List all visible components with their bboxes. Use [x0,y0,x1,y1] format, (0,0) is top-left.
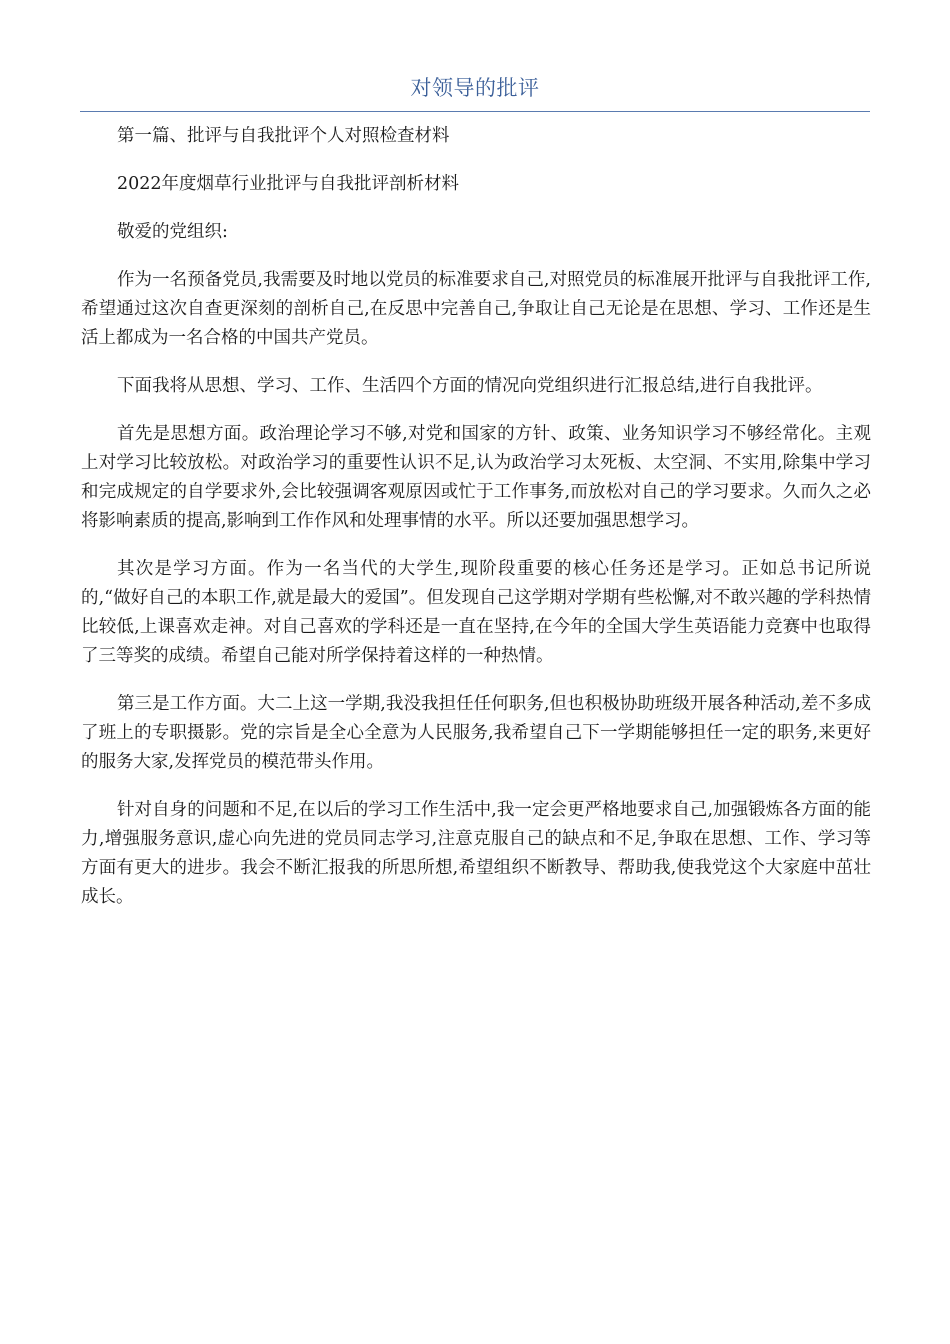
document-title: 对领导的批评 [410,76,540,100]
subtitle: 2022年度烟草行业批评与自我批评剖析材料 [117,174,460,194]
document-body [81,122,871,931]
salutation: 敬爱的党组织: [117,222,228,242]
paragraph-thought: 首先是思想方面。政治理论学习不够,对党和国家的方针、政策、业务知识学习不够经常化。主观上对学习比较放松。对政治学习的重要性认识不足,认为政治学习太死板、太空洞、不实用,除集中学习和完成规定的自学要求外,会比较强调客观原因或忙于工作事务,而放松对自己的学习要求。久而久之必将影响素质的提高,影响到工作作风和处理事情的水平。所以还要加强思想学习。 [81,424,871,531]
paragraph-conclusion: 针对自身的问题和不足,在以后的学习工作生活中,我一定会更严格地要求自己,加强锻炼各方面的能力,增强服务意识,虚心向先进的党员同志学习,注意克服自己的缺点和不足,争取在思想、工作、学习等方面有更大的进步。我会不断汇报我的所思所想,希望组织不断教导、帮助我,使我党这个大家庭中茁壮成长。 [81,800,871,907]
section-heading: 第一篇、批评与自我批评个人对照检查材料 [117,126,450,146]
paragraph-work: 第三是工作方面。大二上这一学期,我没我担任任何职务,但也积极协助班级开展各种活动,差不多成了班上的专职摄影。党的宗旨是全心全意为人民服务,我希望自己下一学期能够担任一定的职务,来更好的服务大家,发挥党员的模范带头作用。 [81,694,871,772]
paragraph-overview: 下面我将从思想、学习、工作、生活四个方面的情况向党组织进行汇报总结,进行自我批评。 [117,376,823,396]
title-divider [80,111,870,112]
paragraph-study: 其次是学习方面。作为一名当代的大学生,现阶段重要的核心任务还是学习。正如总书记所说的,“做好自己的本职工作,就是最大的爱国”。但发现自己这学期对学期有些松懈,对不敢兴趣的学科热情比较低,上课喜欢走神。对自己喜欢的学科还是一直在坚持,在今年的全国大学生英语能力竞赛中也取得了三等奖的成绩。希望自己能对所学保持着这样的一种热情。 [81,559,871,666]
paragraph-intro: 作为一名预备党员,我需要及时地以党员的标准要求自己,对照党员的标准展开批评与自我批评工作,希望通过这次自查更深刻的剖析自己,在反思中完善自己,争取让自己无论是在思想、学习、工作还是生活上都成为一名合格的中国共产党员。 [81,270,871,348]
